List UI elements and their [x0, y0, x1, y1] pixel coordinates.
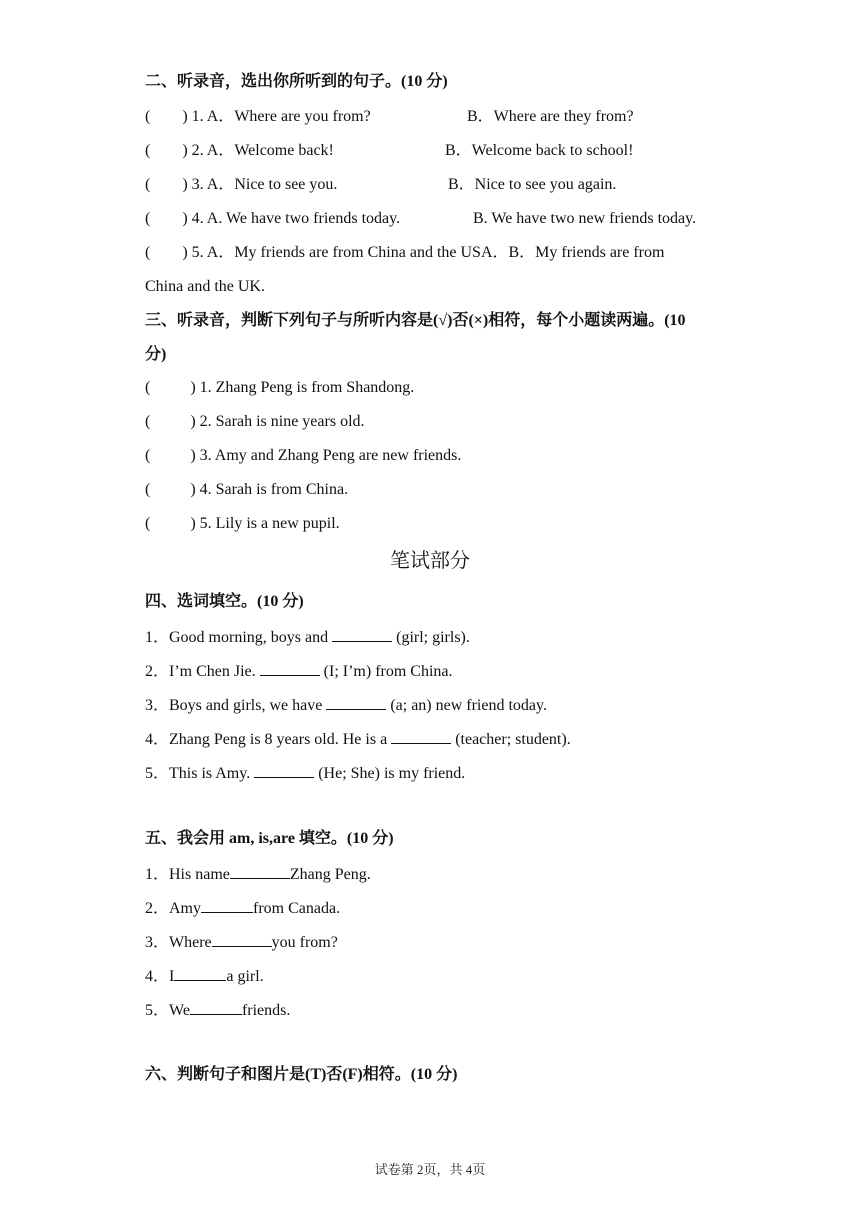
item-text: (He; She) is my friend. [314, 765, 466, 782]
section2-heading: 二、听录音，选出你所听到的句子。(10 分) [145, 73, 448, 90]
section2-item-2: ( ) 2. A．Welcome back! [145, 142, 334, 159]
section4-item-2 [145, 660, 453, 682]
answer-blank[interactable] [332, 626, 392, 642]
item-text: a girl. [226, 968, 264, 985]
section3-item-2: ( ) 2. Sarah is nine years old. [145, 413, 365, 430]
section2-item-5: ( ) 5. A．My friends are from China and the USA．B．My friends are from [145, 244, 665, 261]
section2-item-4: ( ) 4. A. We have two friends today. [145, 210, 401, 227]
page-footer: 试卷第 2页，共 4页 [374, 1162, 486, 1177]
item-text: Zhang Peng. [289, 866, 371, 883]
answer-blank[interactable] [174, 965, 226, 981]
item-text: 1．Good morning, boys and [145, 629, 333, 646]
item-text: 4．I [145, 968, 175, 985]
section4-heading: 四、选词填空。(10 分) [145, 593, 304, 610]
section2-item-4-option-b: B. We have two new friends today. [473, 210, 697, 227]
answer-blank[interactable] [326, 694, 386, 710]
answer-blank[interactable] [391, 728, 451, 744]
item-text: 2．Amy [145, 900, 202, 917]
section2-item-3-option-b: B．Nice to see you again. [448, 176, 617, 193]
section2-item-1-option-b: B．Where are they from? [467, 108, 634, 125]
item-text: 5．This is Amy. [145, 765, 255, 782]
answer-blank[interactable] [212, 931, 272, 947]
item-text: 4．Zhang Peng is 8 years old. He is a [145, 731, 392, 748]
section4-item-5 [145, 762, 465, 784]
answer-blank[interactable] [230, 863, 290, 879]
section4-item-4 [145, 728, 571, 750]
item-text: 3．Boys and girls, we have [145, 697, 327, 714]
section3-heading-cont: 分) [145, 346, 167, 363]
section4-item-3 [145, 694, 547, 716]
item-text: you from? [271, 934, 338, 951]
answer-blank[interactable] [201, 897, 253, 913]
item-text: 2．I’m Chen Jie. [145, 663, 260, 680]
item-text: 5．We [145, 1002, 190, 1019]
written-part-title: 笔试部分 [390, 550, 470, 572]
section5-item-1 [145, 863, 371, 885]
section2-item-3: ( ) 3. A．Nice to see you. [145, 176, 338, 193]
answer-blank[interactable] [190, 999, 242, 1015]
item-text: (teacher; student). [451, 731, 571, 748]
section5-item-2 [145, 897, 340, 919]
section5-heading: 五、我会用 am, is,are 填空。(10 分) [145, 830, 394, 847]
section5-item-5 [145, 999, 290, 1021]
section6-heading: 六、判断句子和图片是(T)否(F)相符。(10 分) [145, 1066, 458, 1083]
item-text: 1．His name [145, 866, 230, 883]
section5-item-3 [145, 931, 338, 953]
item-text: (I; I’m) from China. [319, 663, 453, 680]
item-text: friends. [241, 1002, 291, 1019]
section3-item-5: ( ) 5. Lily is a new pupil. [145, 515, 340, 532]
section2-item-5-continued: China and the UK. [145, 278, 265, 295]
section5-item-4 [145, 965, 264, 987]
item-text: (a; an) new friend today. [386, 697, 547, 714]
answer-blank[interactable] [254, 762, 314, 778]
section2-item-2-option-b: B．Welcome back to school! [445, 142, 634, 159]
section2-item-1: ( ) 1. A．Where are you from? [145, 108, 371, 125]
section3-item-3: ( ) 3. Amy and Zhang Peng are new friends. [145, 447, 462, 464]
section4-item-1 [145, 626, 470, 648]
item-text: 3．Where [145, 934, 212, 951]
section3-item-4: ( ) 4. Sarah is from China. [145, 481, 349, 498]
item-text: from Canada. [253, 900, 341, 917]
item-text: (girl; girls). [392, 629, 470, 646]
answer-blank[interactable] [260, 660, 320, 676]
section3-item-1: ( ) 1. Zhang Peng is from Shandong. [145, 379, 415, 396]
section3-heading: 三、听录音，判断下列句子与所听内容是(√)否(×)相符，每个小题读两遍。(10 [145, 312, 686, 329]
